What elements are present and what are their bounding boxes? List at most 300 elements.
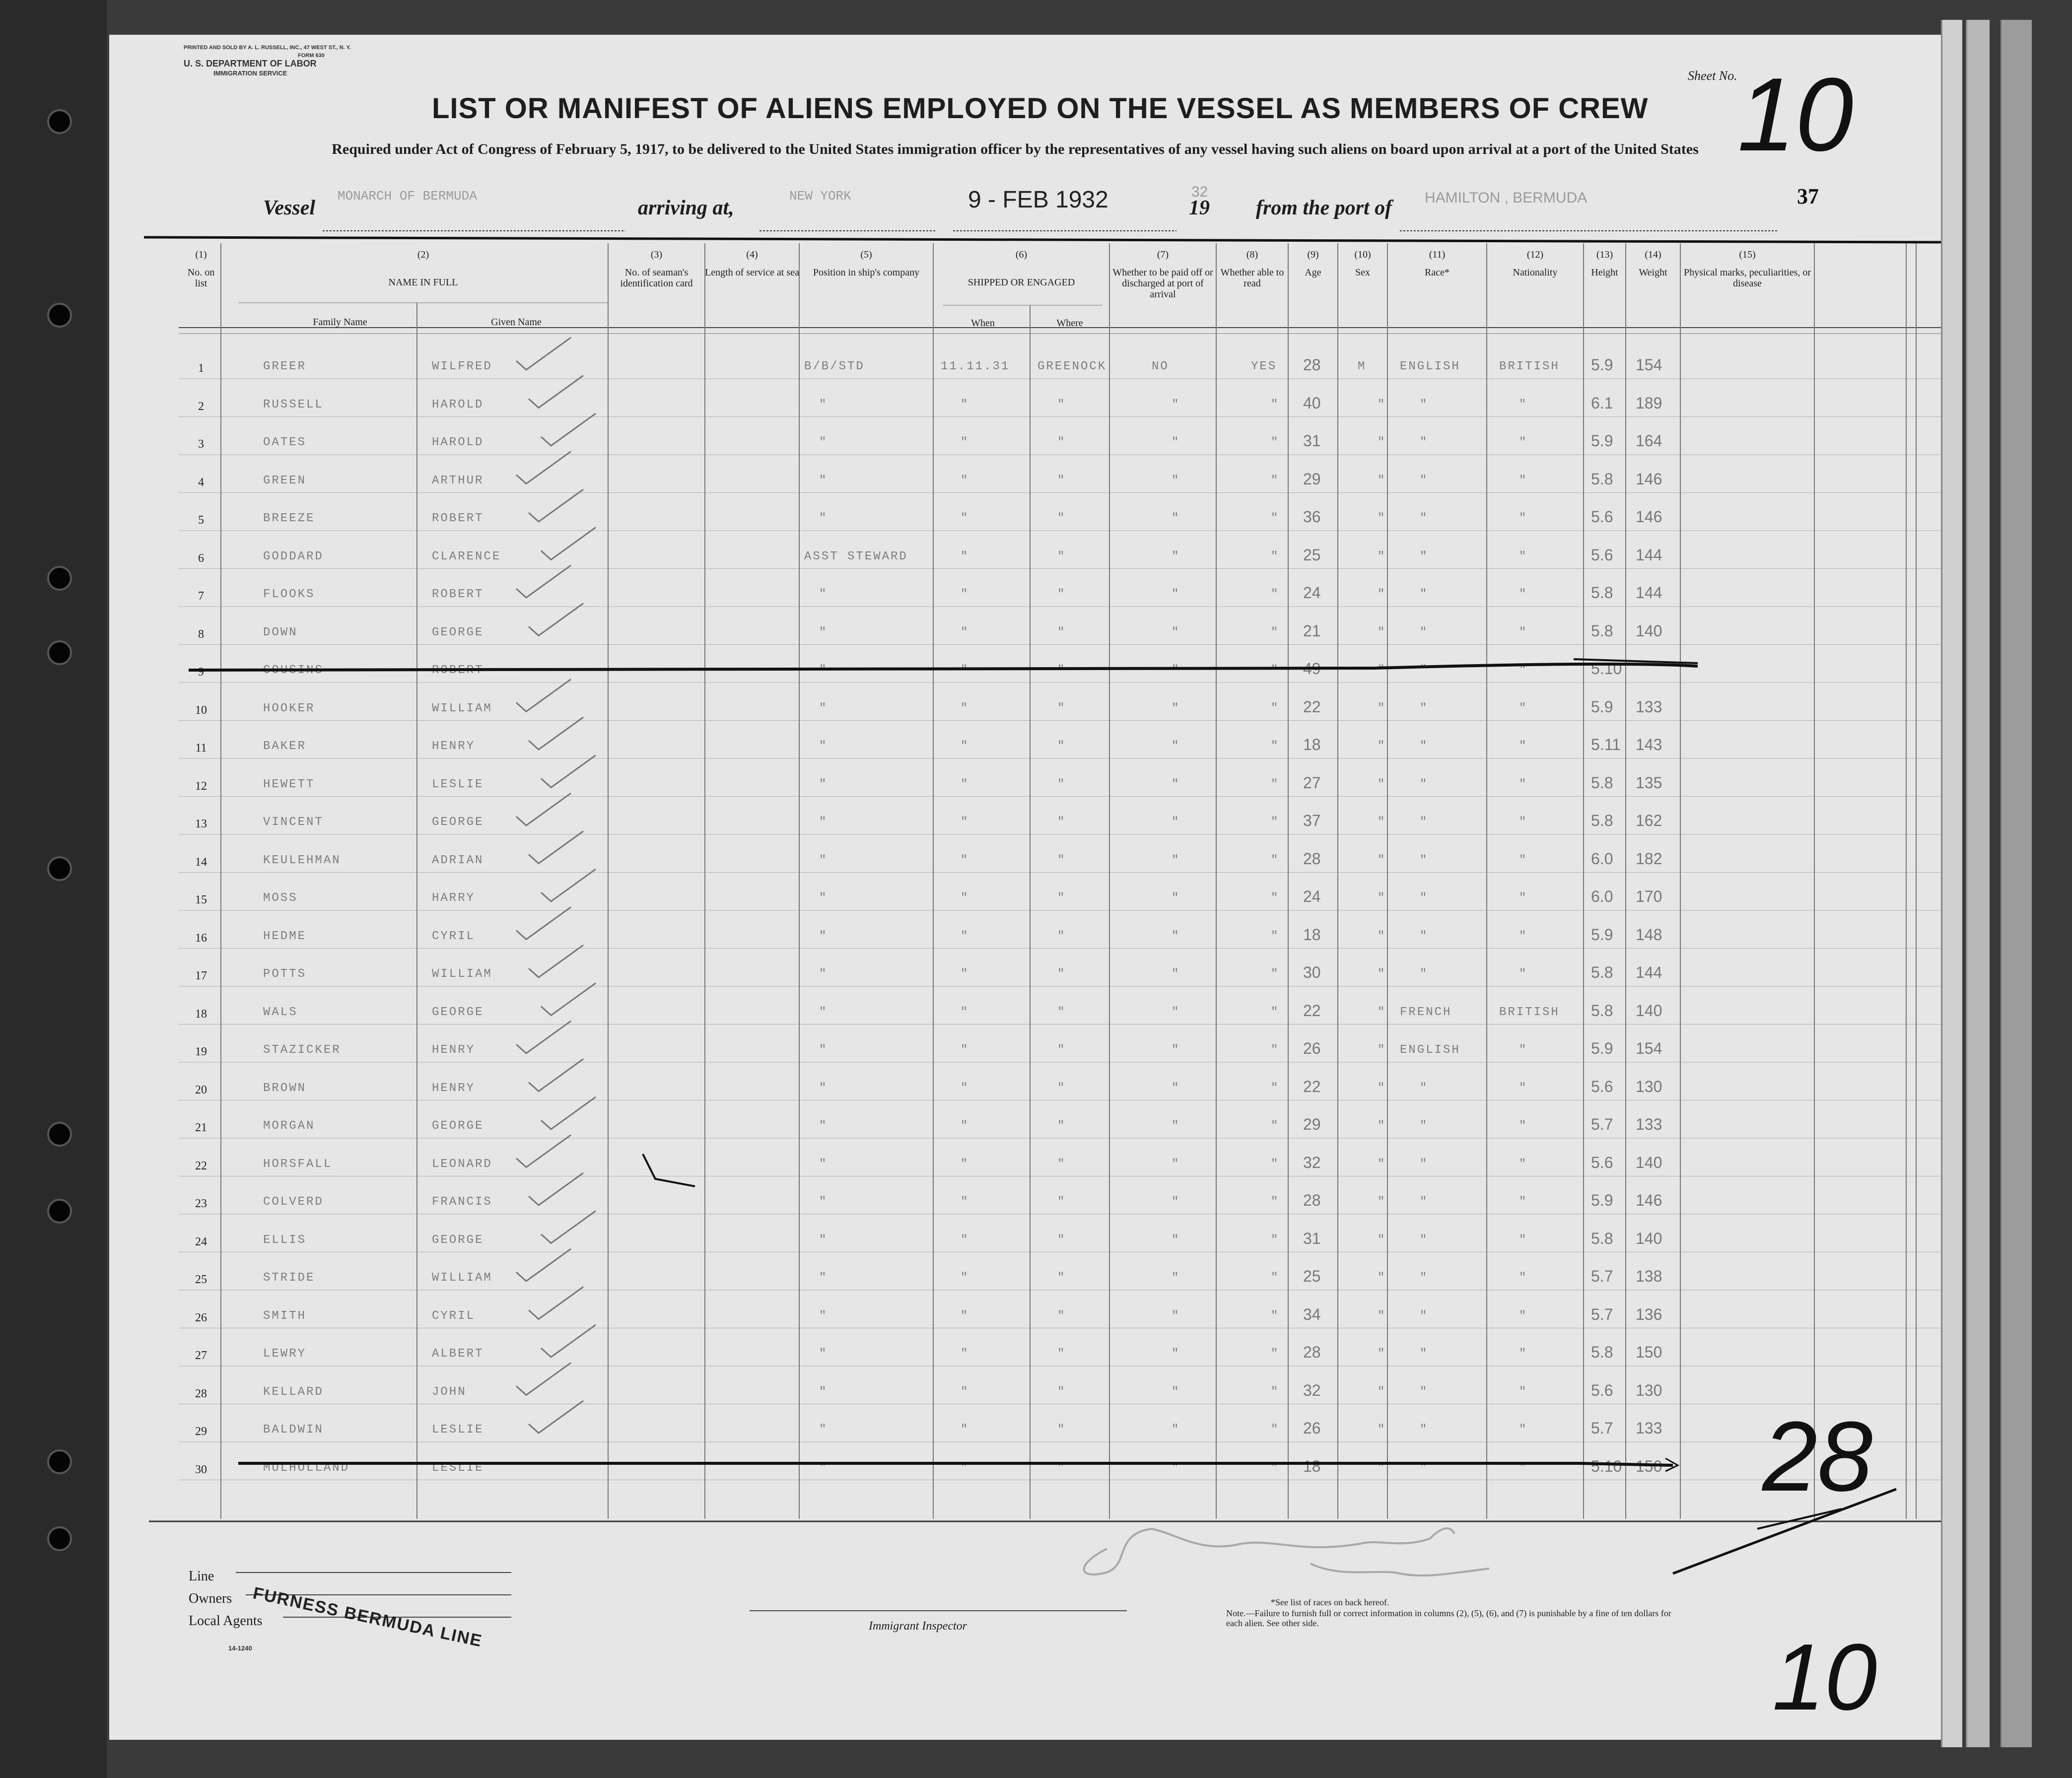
height-cell: 5.8	[1591, 773, 1613, 792]
nationality-cell: "	[1519, 512, 1528, 525]
age-cell: 36	[1303, 508, 1321, 526]
race-cell: "	[1420, 1271, 1429, 1285]
paid-off-cell: "	[1172, 967, 1180, 981]
shipped-where-cell: "	[1057, 1347, 1066, 1361]
given-name-cell: GEORGE	[432, 625, 484, 639]
row-number: 16	[195, 931, 207, 945]
height-cell: 6.0	[1591, 888, 1613, 905]
able-to-read-cell: "	[1271, 549, 1280, 563]
row-number: 15	[195, 893, 207, 906]
nationality-cell: "	[1519, 1423, 1528, 1436]
position-cell: "	[819, 1385, 828, 1399]
height-cell: 5.8	[1591, 1229, 1613, 1247]
shipped-where-cell: "	[1057, 891, 1066, 905]
family-name-cell: FLOOKS	[263, 588, 315, 601]
shipped-when-cell: "	[961, 1347, 969, 1361]
family-name-cell: HORSFALL	[263, 1157, 333, 1171]
nationality-cell: "	[1519, 1195, 1528, 1209]
race-cell: "	[1420, 474, 1429, 487]
age-cell: 29	[1303, 470, 1321, 488]
vessel-label: Vessel	[263, 197, 315, 219]
shipped-where-cell: "	[1057, 1271, 1066, 1285]
shipped-when-cell: "	[961, 1043, 969, 1057]
shipped-when-cell: "	[961, 967, 969, 981]
row-number: 17	[195, 969, 207, 982]
family-name-cell: MOSS	[263, 891, 298, 905]
paid-off-cell: "	[1172, 512, 1180, 525]
punch-hole	[47, 109, 72, 134]
height-cell: 5.6	[1591, 546, 1613, 564]
race-cell: "	[1420, 740, 1429, 753]
paid-off-cell: "	[1172, 1385, 1180, 1399]
punch-hole	[47, 1122, 72, 1147]
race-cell: "	[1420, 512, 1429, 525]
able-to-read-cell: "	[1271, 740, 1280, 753]
paid-off-cell: "	[1172, 1461, 1180, 1475]
given-name-cell: HENRY	[432, 1081, 476, 1095]
paid-off-cell: "	[1172, 777, 1180, 791]
able-to-read-cell: "	[1271, 1005, 1280, 1019]
paid-off-cell: "	[1172, 436, 1180, 449]
age-header: Age	[1305, 267, 1321, 278]
sex-cell: "	[1378, 1005, 1386, 1019]
given-name-cell: GEORGE	[432, 1005, 484, 1019]
paid-off-cell: "	[1172, 1347, 1180, 1361]
family-name-cell: OATES	[263, 436, 307, 449]
given-name-cell: ARTHUR	[432, 474, 484, 487]
race-cell: "	[1420, 929, 1429, 943]
family-name-cell: KEULEHMAN	[263, 853, 341, 867]
nationality-cell: "	[1519, 1385, 1528, 1399]
shipped-where-cell: "	[1057, 853, 1066, 867]
given-name-cell: ROBERT	[432, 588, 484, 601]
row-number: 14	[195, 855, 207, 869]
sheet-number: 10	[1737, 56, 1854, 173]
paid-off-cell: NO	[1152, 360, 1169, 373]
age-cell: 22	[1303, 1001, 1321, 1020]
nationality-cell: "	[1519, 1119, 1528, 1133]
position-cell: "	[819, 1233, 828, 1247]
paid-off-cell: "	[1172, 474, 1180, 487]
able-to-read-header: Whether able to read	[1220, 267, 1284, 289]
race-number: (11)	[1429, 249, 1446, 260]
year-label: 19	[1189, 197, 1210, 219]
family-name-cell: VINCENT	[263, 816, 324, 829]
weight-number: (14)	[1645, 249, 1661, 260]
weight-cell: 140	[1636, 1153, 1662, 1171]
position-cell: "	[819, 1005, 828, 1019]
able-to-read-cell: "	[1271, 853, 1280, 867]
penalty-note: Note.—Failure to furnish full or correct information in columns (2), (5), (6), and (7) is punishable by a fine of ten dollars for each alien. See other side.	[1226, 1608, 1671, 1628]
family-name-cell: GODDARD	[263, 549, 324, 563]
sex-cell: "	[1378, 1347, 1386, 1361]
family-name-cell: GREEN	[263, 474, 307, 487]
able-to-read-cell: "	[1271, 398, 1280, 411]
family-name-cell: KELLARD	[263, 1385, 324, 1399]
nationality-cell: "	[1519, 701, 1528, 715]
line-stamp: FURNESS BERMUDA LINE	[251, 1583, 484, 1651]
age-cell: 49	[1303, 660, 1321, 678]
age-cell: 32	[1303, 1381, 1321, 1399]
position-cell: "	[819, 1043, 828, 1057]
weight-header: Weight	[1639, 267, 1667, 278]
row-number: 12	[195, 779, 207, 793]
age-cell: 37	[1303, 812, 1321, 829]
given-name-cell: HAROLD	[432, 398, 484, 411]
card-number-header: No. of seaman's identification card	[620, 267, 693, 289]
row-number: 8	[198, 627, 204, 641]
shipped-when-cell: "	[961, 853, 969, 867]
shipped-where-cell: "	[1057, 1043, 1066, 1057]
position-cell: "	[819, 967, 828, 981]
shipped-when-cell: "	[961, 1005, 969, 1019]
shipped-where-cell: "	[1057, 967, 1066, 981]
row-number: 10	[195, 703, 207, 717]
given-name-cell: GEORGE	[432, 1119, 484, 1133]
nationality-cell: "	[1519, 436, 1528, 449]
paid-off-cell: "	[1172, 1309, 1180, 1323]
position-cell: "	[819, 891, 828, 905]
able-to-read-cell: "	[1271, 436, 1280, 449]
nationality-cell: "	[1519, 1347, 1528, 1361]
age-cell: 40	[1303, 394, 1321, 412]
age-cell: 21	[1303, 621, 1321, 640]
paid-off-number: (7)	[1157, 249, 1169, 260]
service-length-header: Length of service at sea	[705, 267, 799, 278]
able-to-read-cell: YES	[1251, 360, 1277, 373]
position-cell: "	[819, 1157, 828, 1171]
height-cell: 6.1	[1591, 394, 1613, 412]
position-cell: "	[819, 1309, 828, 1323]
sex-cell: "	[1378, 549, 1386, 563]
race-cell: ENGLISH	[1400, 1043, 1460, 1057]
position-cell: "	[819, 1271, 828, 1285]
given-name-cell: LESLIE	[432, 777, 484, 791]
weight-cell: 140	[1636, 1001, 1662, 1020]
nationality-cell: "	[1519, 777, 1528, 791]
position-cell: "	[819, 701, 828, 715]
race-cell: ENGLISH	[1400, 360, 1460, 373]
shipped-when-cell: "	[961, 588, 969, 601]
shipped-when-cell: "	[961, 1309, 969, 1323]
age-cell: 29	[1303, 1115, 1321, 1133]
age-cell: 22	[1303, 1077, 1321, 1095]
punch-holes	[0, 0, 109, 1778]
family-name-cell: SMITH	[263, 1309, 307, 1323]
weight-cell: 135	[1636, 773, 1662, 792]
race-cell: "	[1420, 549, 1429, 563]
sex-cell: "	[1378, 1043, 1386, 1057]
row-number: 20	[195, 1083, 207, 1096]
age-cell: 30	[1303, 963, 1321, 981]
no-on-list-header: No. on list	[187, 267, 215, 289]
height-cell: 5.7	[1591, 1115, 1613, 1133]
height-cell: 5.9	[1591, 1191, 1613, 1209]
paid-off-cell: "	[1172, 740, 1180, 753]
sex-cell: "	[1378, 588, 1386, 601]
race-cell: "	[1420, 1423, 1429, 1436]
sex-cell: "	[1378, 1233, 1386, 1247]
race-cell: "	[1420, 1195, 1429, 1209]
sex-cell: "	[1378, 436, 1386, 449]
race-cell: "	[1420, 625, 1429, 639]
race-cell: "	[1420, 1233, 1429, 1247]
nationality-cell: "	[1519, 474, 1528, 487]
position-cell: "	[819, 664, 828, 677]
form-number: FORM 630	[298, 53, 325, 59]
height-number: (13)	[1596, 249, 1613, 260]
year-suffix: 32	[1191, 184, 1208, 200]
given-name-cell: WILLIAM	[432, 1271, 492, 1285]
row-number: 3	[198, 438, 204, 451]
shipped-when-cell: "	[961, 1195, 969, 1209]
nationality-cell: "	[1519, 1233, 1528, 1247]
paid-off-cell: "	[1172, 588, 1180, 601]
family-name-cell: WALS	[263, 1005, 298, 1019]
shipped-where-cell: "	[1057, 1195, 1066, 1209]
paid-off-header: Whether to be paid off or discharged at port of arrival	[1112, 267, 1213, 300]
weight-cell: 140	[1636, 1229, 1662, 1247]
sex-cell: "	[1378, 1309, 1386, 1323]
arriving-label: arriving at,	[638, 197, 734, 219]
race-cell: "	[1420, 853, 1429, 867]
shipped-when-cell: "	[961, 740, 969, 753]
able-to-read-cell: "	[1271, 1119, 1280, 1133]
sex-cell: "	[1378, 1081, 1386, 1095]
age-cell: 24	[1303, 888, 1321, 905]
shipped-where-cell: "	[1057, 777, 1066, 791]
shipped-where-cell: "	[1057, 1081, 1066, 1095]
from-port: HAMILTON , BERMUDA	[1425, 190, 1588, 206]
nationality-cell: "	[1519, 853, 1528, 867]
punch-hole	[47, 1526, 72, 1551]
shipped-when-cell: "	[961, 474, 969, 487]
able-to-read-number: (8)	[1246, 249, 1258, 260]
height-cell: 5.9	[1591, 925, 1613, 944]
nationality-number: (12)	[1526, 249, 1544, 260]
given-name-cell: JOHN	[432, 1385, 467, 1399]
weight-cell: 133	[1636, 1419, 1662, 1437]
family-name-cell: STRIDE	[263, 1271, 315, 1285]
given-name-cell: HARRY	[432, 891, 476, 905]
given-name-cell: HAROLD	[432, 436, 484, 449]
race-cell: "	[1420, 967, 1429, 981]
nationality-cell: "	[1519, 816, 1528, 829]
height-cell: 5.8	[1591, 1001, 1613, 1020]
shipped-when-cell: "	[961, 1271, 969, 1285]
able-to-read-cell: "	[1271, 1157, 1280, 1171]
arrival-port: NEW YORK	[789, 189, 851, 204]
race-cell: "	[1420, 398, 1429, 411]
row-number: 7	[198, 590, 204, 603]
given-name-cell: WILLIAM	[432, 967, 492, 981]
name-in-full-header: NAME IN FULL	[388, 277, 458, 288]
paid-off-cell: "	[1172, 1043, 1180, 1057]
weight-cell: 189	[1636, 394, 1662, 412]
sex-cell: "	[1378, 967, 1386, 981]
race-cell: "	[1420, 816, 1429, 829]
given-name-cell: HENRY	[432, 740, 476, 753]
family-name-cell: COLVERD	[263, 1195, 324, 1209]
age-cell: 22	[1303, 697, 1321, 716]
age-number: (9)	[1307, 249, 1319, 260]
when-header: When	[971, 318, 995, 329]
position-cell: "	[819, 1423, 828, 1436]
paid-off-cell: "	[1172, 853, 1180, 867]
paid-off-cell: "	[1172, 1271, 1180, 1285]
sex-cell: "	[1378, 891, 1386, 905]
position-cell: "	[819, 1461, 828, 1475]
given-name-cell: CYRIL	[432, 929, 476, 943]
physical-marks-number: (15)	[1739, 249, 1756, 260]
height-cell: 5.10	[1591, 660, 1622, 678]
family-name-cell: ELLIS	[263, 1233, 307, 1247]
row-number: 18	[195, 1007, 207, 1021]
total-count: 28	[1762, 1401, 1873, 1512]
given-name-cell: ALBERT	[432, 1347, 484, 1361]
shipped-when-cell: "	[961, 1081, 969, 1095]
sex-cell: "	[1378, 1385, 1386, 1399]
family-name-cell: GREER	[263, 360, 307, 373]
nationality-cell: "	[1519, 740, 1528, 753]
shipped-where-cell: "	[1057, 512, 1066, 525]
age-cell: 28	[1303, 1191, 1321, 1209]
sex-cell: "	[1378, 1423, 1386, 1436]
paid-off-cell: "	[1172, 1081, 1180, 1095]
family-name-cell: POTTS	[263, 967, 307, 981]
family-name-cell: BREEZE	[263, 512, 315, 525]
nationality-cell: BRITISH	[1499, 1005, 1560, 1019]
height-cell: 5.6	[1591, 1381, 1613, 1399]
able-to-read-cell: "	[1271, 777, 1280, 791]
weight-cell: 146	[1636, 470, 1662, 488]
weight-cell: 150	[1636, 1343, 1662, 1361]
shipped-where-cell: "	[1057, 1309, 1066, 1323]
sex-cell: M	[1358, 360, 1367, 373]
weight-cell: 133	[1636, 697, 1662, 716]
height-cell: 5.10	[1591, 1457, 1622, 1475]
row-number: 2	[198, 400, 204, 413]
position-cell: "	[819, 1119, 828, 1133]
row-number: 29	[195, 1425, 207, 1438]
weight-cell: 144	[1636, 584, 1662, 602]
paid-off-cell: "	[1172, 1005, 1180, 1019]
shipped-when-cell: "	[961, 436, 969, 449]
punch-hole	[47, 566, 72, 591]
shipped-where-cell: "	[1057, 1119, 1066, 1133]
shipped-where-cell: "	[1057, 474, 1066, 487]
able-to-read-cell: "	[1271, 1081, 1280, 1095]
nationality-cell: "	[1519, 549, 1528, 563]
nationality-cell: "	[1519, 1043, 1528, 1057]
shipped-when-cell: "	[961, 1233, 969, 1247]
weight-cell: 140	[1636, 621, 1662, 640]
age-cell: 31	[1303, 1229, 1321, 1247]
family-name-cell: MORGAN	[263, 1119, 315, 1133]
nationality-cell: "	[1519, 664, 1528, 677]
paid-off-cell: "	[1172, 1423, 1180, 1436]
shipped-when-cell: "	[961, 625, 969, 639]
able-to-read-cell: "	[1271, 512, 1280, 525]
shipped-where-cell: "	[1057, 701, 1066, 715]
nationality-cell: "	[1519, 1309, 1528, 1323]
document-subtitle: Required under Act of Congress of February 5, 1917, to be delivered to the United States immigration officer by the representatives of any vessel having such aliens on board upon arrival at a port of the United States	[332, 141, 1699, 157]
paid-off-cell: "	[1172, 398, 1180, 411]
shipped-where-cell: "	[1057, 398, 1066, 411]
punch-hole	[47, 856, 72, 881]
given-name-cell: CYRIL	[432, 1309, 476, 1323]
row-number: 24	[195, 1235, 207, 1248]
sex-cell: "	[1378, 1271, 1386, 1285]
name-in-full-number: (2)	[417, 249, 429, 260]
shipped-when-cell: "	[961, 891, 969, 905]
able-to-read-cell: "	[1271, 701, 1280, 715]
row-number: 26	[195, 1311, 207, 1324]
row-number: 6	[198, 551, 204, 565]
nationality-cell: "	[1519, 929, 1528, 943]
race-cell: "	[1420, 1347, 1429, 1361]
able-to-read-cell: "	[1271, 1385, 1280, 1399]
shipped-when-cell: "	[961, 929, 969, 943]
family-name-cell: LEWRY	[263, 1347, 307, 1361]
family-name-cell: BAKER	[263, 740, 307, 753]
nationality-cell: "	[1519, 1157, 1528, 1171]
weight-cell: 154	[1636, 1039, 1662, 1057]
race-cell: "	[1420, 1461, 1429, 1475]
paid-off-cell: "	[1172, 664, 1180, 677]
physical-marks-header: Physical marks, peculiarities, or disease	[1683, 267, 1811, 289]
shipped-when-cell: "	[961, 664, 969, 677]
punch-hole	[47, 640, 72, 665]
able-to-read-cell: "	[1271, 588, 1280, 601]
weight-cell: 162	[1636, 812, 1662, 829]
race-cell: "	[1420, 1081, 1429, 1095]
height-cell: 5.8	[1591, 812, 1613, 829]
shipped-where-cell: "	[1057, 625, 1066, 639]
sheet-number-bottom: 10	[1772, 1625, 1877, 1730]
given-name-cell: LESLIE	[432, 1461, 484, 1475]
nationality-cell: "	[1519, 625, 1528, 639]
punch-hole	[47, 303, 72, 328]
height-cell: 5.8	[1591, 470, 1613, 488]
nationality-cell: "	[1519, 1081, 1528, 1095]
weight-cell: 148	[1636, 925, 1662, 944]
sex-cell: "	[1378, 740, 1386, 753]
able-to-read-cell: "	[1271, 1309, 1280, 1323]
weight-cell: 146	[1636, 1191, 1662, 1209]
age-cell: 31	[1303, 432, 1321, 450]
shipped-where-cell: "	[1057, 1461, 1066, 1475]
sex-cell: "	[1378, 474, 1386, 487]
shipped-where-cell: "	[1057, 1157, 1066, 1171]
race-cell: "	[1420, 777, 1429, 791]
given-name-cell: WILFRED	[432, 360, 492, 373]
weight-cell: 154	[1636, 356, 1662, 374]
position-cell: "	[819, 816, 828, 829]
able-to-read-cell: "	[1271, 891, 1280, 905]
position-cell: "	[819, 436, 828, 449]
shipped-where-cell: "	[1057, 816, 1066, 829]
race-cell: "	[1420, 664, 1429, 677]
able-to-read-cell: "	[1271, 1423, 1280, 1436]
shipped-when-cell: "	[961, 1385, 969, 1399]
race-cell: "	[1420, 1119, 1429, 1133]
family-name-cell: DOWN	[263, 625, 298, 639]
family-name-cell: MULHOLLAND	[263, 1461, 350, 1475]
arrival-date-stamp: 9 - FEB 1932	[968, 187, 1108, 213]
race-cell: "	[1420, 1309, 1429, 1323]
age-cell: 34	[1303, 1305, 1321, 1323]
